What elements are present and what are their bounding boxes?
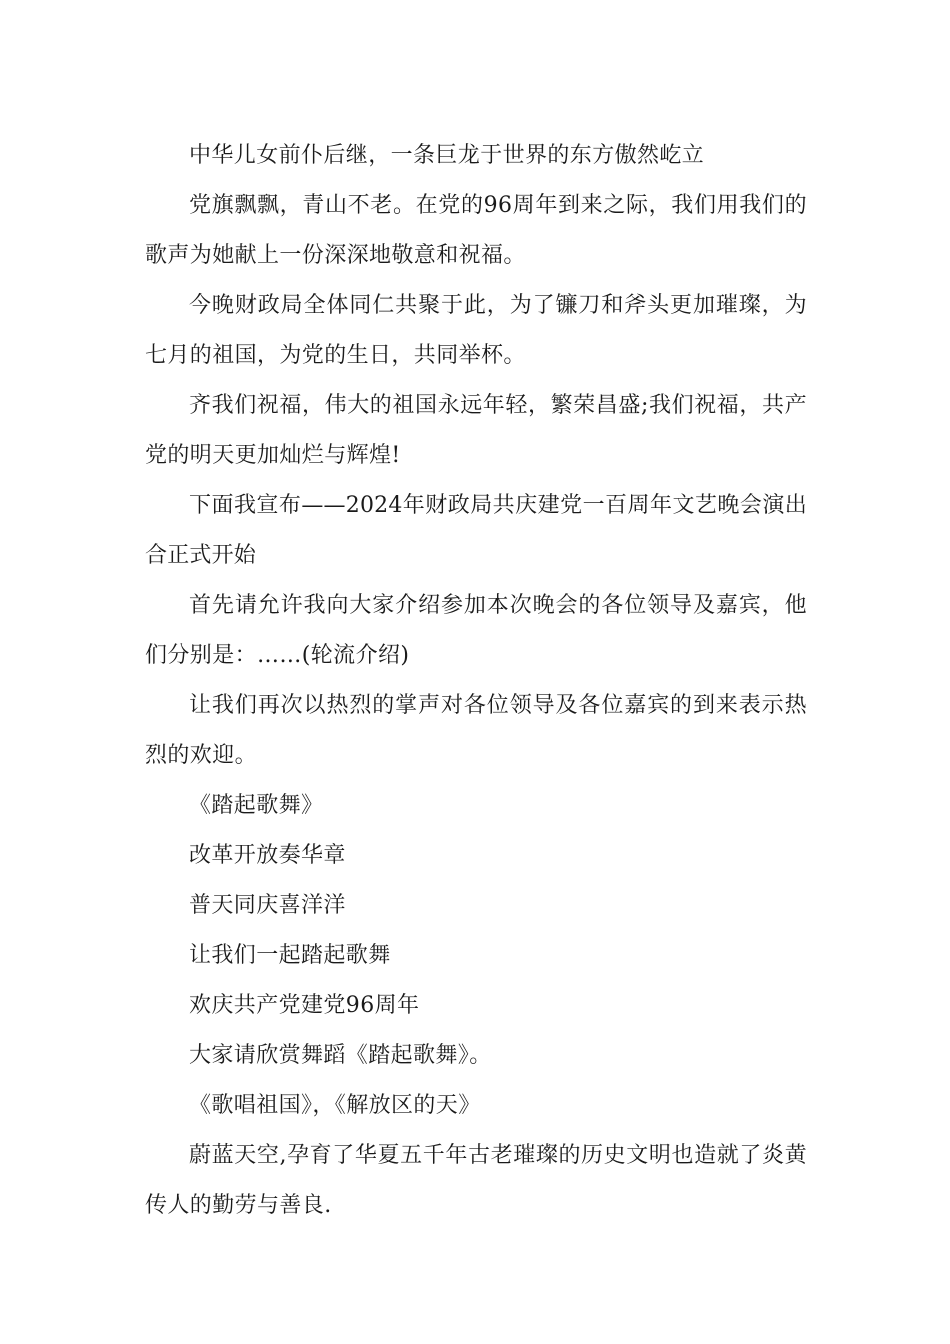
paragraph-5: 下面我宣布——2024年财政局共庆建党一百周年文艺晚会演出合正式开始 — [145, 493, 807, 568]
song-titles: 《歌唱祖国》，《解放区的天》 — [189, 1093, 481, 1118]
paragraph-3: 今晚财政局全体同仁共聚于此，为了镰刀和斧头更加璀璨，为七月的祖国，为党的生日，共同举杯。 — [145, 293, 807, 368]
paragraph-6: 首先请允许我向大家介绍参加本次晚会的各位领导及嘉宾，他们分别是：……(轮流介绍) — [145, 593, 807, 668]
paragraph-4: 齐我们祝福，伟大的祖国永远年轻，繁荣昌盛;我们祝福，共产党的明天更加灿烂与辉煌! — [145, 393, 807, 468]
song-title-taqi-gewu: 《踏起歌舞》 — [189, 793, 324, 818]
document-body — [145, 131, 807, 1231]
paragraph-final: 蔚蓝天空,孕育了华夏五千年古老璀璨的历史文明也造就了炎黄传人的勤劳与善良. — [145, 1143, 807, 1218]
paragraph-1: 中华儿女前仆后继，一条巨龙于世界的东方傲然屹立 — [189, 143, 705, 168]
program-announcement: 大家请欣赏舞蹈《踏起歌舞》。 — [189, 1043, 492, 1068]
verse-line-4: 欢庆共产党建党96周年 — [189, 993, 420, 1018]
paragraph-2: 党旗飘飘，青山不老。在党的96周年到来之际，我们用我们的歌声为她献上一份深深地敬意和祝福。 — [145, 193, 807, 268]
verse-line-2: 普天同庆喜洋洋 — [189, 893, 346, 918]
paragraph-7: 让我们再次以热烈的掌声对各位领导及各位嘉宾的到来表示热烈的欢迎。 — [145, 693, 807, 768]
verse-line-3: 让我们一起踏起歌舞 — [189, 943, 391, 968]
verse-line-1: 改革开放奏华章 — [189, 843, 346, 868]
